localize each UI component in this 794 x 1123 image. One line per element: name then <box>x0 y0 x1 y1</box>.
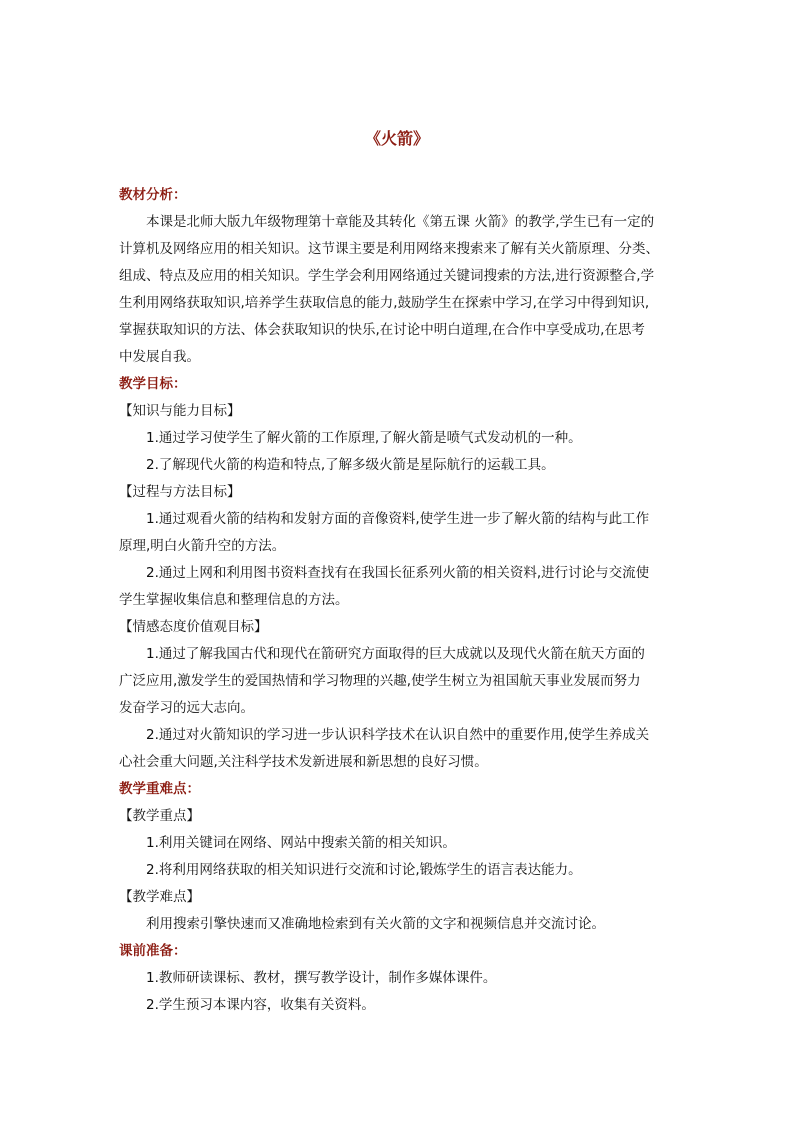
paragraph-line: 2.了解现代火箭的构造和特点,了解多级火箭是星际航行的运载工具。 <box>146 457 555 473</box>
section-heading: 教学重难点： <box>119 781 200 797</box>
section-heading: 教材分析： <box>119 187 187 203</box>
paragraph-line: 2.通过对火箭知识的学习进一步认识科学技术在认识自然中的重要作用,使学生养成关 <box>146 727 650 743</box>
subsection-label: 【教学难点】 <box>119 889 200 905</box>
paragraph-line: 掌握获取知识的方法、体会获取知识的快乐,在讨论中明白道理,在合作中享受成功,在思考 <box>119 322 645 338</box>
paragraph-line: 1.通过了解我国古代和现代在箭研究方面取得的巨大成就以及现代火箭在航天方面的 <box>146 646 645 662</box>
subsection-label: 【情感态度价值观目标】 <box>119 619 268 635</box>
paragraph-line: 心社会重大问题,关注科学技术发新进展和新思想的良好习惯。 <box>119 754 488 770</box>
paragraph-line: 学生掌握收集信息和整理信息的方法。 <box>119 592 349 608</box>
paragraph-line: 原理,明白火箭升空的方法。 <box>119 538 286 554</box>
paragraph-line: 2.通过上网和利用图书资料查找有在我国长征系列火箭的相关资料,进行讨论与交流使 <box>146 565 650 581</box>
subsection-label: 【教学重点】 <box>119 808 200 824</box>
paragraph-line: 生利用网络获取知识,培养学生获取信息的能力,鼓励学生在探索中学习,在学习中得到知识, <box>119 295 650 311</box>
paragraph-line: 中发展自我。 <box>119 349 200 365</box>
subsection-label: 【知识与能力目标】 <box>119 403 241 419</box>
paragraph-line: 1.通过观看火箭的结构和发射方面的音像资料,使学生进一步了解火箭的结构与此工作 <box>146 511 650 527</box>
document-title: 《火箭》 <box>364 129 429 148</box>
paragraph-line: 2.将利用网络获取的相关知识进行交流和讨论,锻炼学生的语言表达能力。 <box>146 862 582 878</box>
paragraph-line: 广泛应用,激发学生的爱国热情和学习物理的兴趣,使学生树立为祖国航天事业发展而努力 <box>119 673 641 689</box>
paragraph-line: 1.利用关键词在网络、网站中搜索关箭的相关知识。 <box>146 835 456 851</box>
paragraph-line: 利用搜索引擎快速而又准确地检索到有关火箭的文字和视频信息并交流讨论。 <box>146 916 605 932</box>
paragraph-line: 1.教师研读课标、教材，撰写教学设计，制作多媒体课件。 <box>146 970 497 986</box>
paragraph-line: 计算机及网络应用的相关知识。这节课主要是利用网络来搜索来了解有关火箭原理、分类、 <box>119 241 659 257</box>
paragraph-line: 本课是北师大版九年级物理第十章能及其转化《第五课 火箭》的教学,学生已有一定的 <box>146 214 655 230</box>
paragraph-line: 组成、特点及应用的相关知识。学生学会利用网络通过关键词搜索的方法,进行资源整合,学 <box>119 268 655 284</box>
section-heading: 课前准备： <box>119 943 187 959</box>
paragraph-line: 1.通过学习使学生了解火箭的工作原理,了解火箭是喷气式发动机的一种。 <box>146 430 582 446</box>
section-heading: 教学目标： <box>119 376 187 392</box>
paragraph-line: 2.学生预习本课内容，收集有关资料。 <box>146 997 375 1013</box>
paragraph-line: 发奋学习的远大志向。 <box>119 700 254 716</box>
document-body <box>119 182 679 1019</box>
subsection-label: 【过程与方法目标】 <box>119 484 241 500</box>
